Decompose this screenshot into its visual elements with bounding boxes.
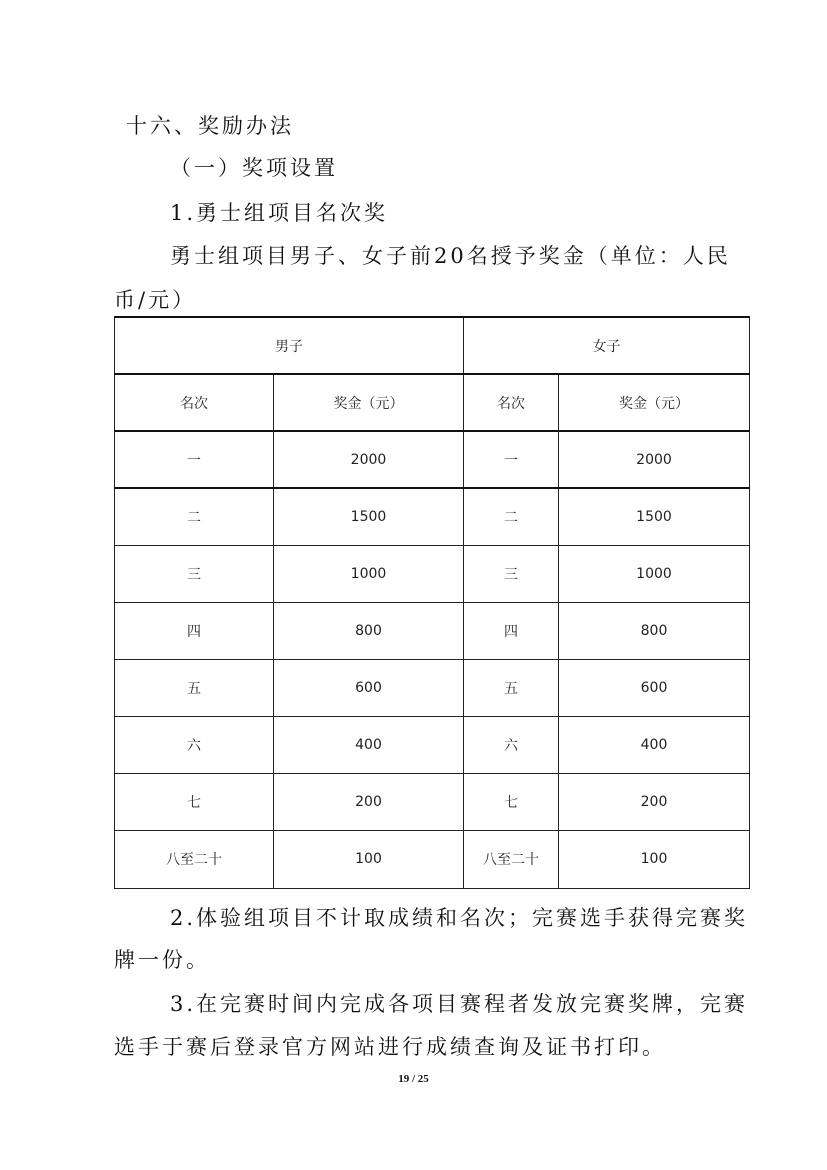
prize-cell: 400 <box>274 716 464 773</box>
item2-line-1: 2.体验组项目不计取成绩和名次；完赛选手获得完赛奖 <box>170 906 749 930</box>
item3-line-2: 选手于赛后登录官方网站进行成绩查询及证书打印。 <box>114 1035 666 1059</box>
rank-cell: 三 <box>115 545 274 602</box>
intro-line-1: 勇士组项目男子、女子前20名授予奖金（单位：人民 <box>170 244 731 268</box>
rank-cell: 一 <box>464 431 559 488</box>
rank-cell: 六 <box>464 716 559 773</box>
table-row <box>115 830 750 888</box>
table-row <box>115 602 750 659</box>
prize-cell: 200 <box>274 773 464 830</box>
item1-title: 1.勇士组项目名次奖 <box>170 201 389 225</box>
prize-cell: 800 <box>274 602 464 659</box>
prize-cell: 100 <box>559 830 750 888</box>
prize-cell: 2000 <box>559 431 750 488</box>
rank-cell: 三 <box>464 545 559 602</box>
rank-cell: 五 <box>115 659 274 716</box>
prize-cell: 1000 <box>559 545 750 602</box>
group-header-row <box>115 317 750 374</box>
group-header-women: 女子 <box>464 317 750 374</box>
table-row <box>115 545 750 602</box>
prize-cell: 600 <box>559 659 750 716</box>
col-header-rank-women: 名次 <box>464 374 559 431</box>
rank-cell: 一 <box>115 431 274 488</box>
prize-cell: 1500 <box>274 488 464 545</box>
rank-cell: 五 <box>464 659 559 716</box>
prize-cell: 600 <box>274 659 464 716</box>
prize-cell: 2000 <box>274 431 464 488</box>
prize-cell: 200 <box>559 773 750 830</box>
section-title: 十六、奖励办法 <box>126 114 294 138</box>
rank-cell: 八至二十 <box>115 830 274 888</box>
rank-cell: 六 <box>115 716 274 773</box>
table-row <box>115 659 750 716</box>
table-row <box>115 716 750 773</box>
subsection-title: （一）奖项设置 <box>170 156 338 180</box>
column-header-row <box>115 374 750 431</box>
item2-line-2: 牌一份。 <box>114 948 210 972</box>
col-header-prize-men: 奖金（元） <box>274 374 464 431</box>
group-header-men: 男子 <box>115 317 464 374</box>
intro-line-2: 币/元） <box>114 288 197 312</box>
prize-cell: 1000 <box>274 545 464 602</box>
table-row <box>115 431 750 488</box>
col-header-prize-women: 奖金（元） <box>559 374 750 431</box>
rank-cell: 七 <box>115 773 274 830</box>
rank-cell: 四 <box>464 602 559 659</box>
rank-cell: 七 <box>464 773 559 830</box>
item3-line-1: 3.在完赛时间内完成各项目赛程者发放完赛奖牌，完赛 <box>170 992 749 1016</box>
col-header-rank-men: 名次 <box>115 374 274 431</box>
page-number: 19 / 25 <box>398 1073 429 1085</box>
prize-cell: 800 <box>559 602 750 659</box>
prize-cell: 1500 <box>559 488 750 545</box>
prize-cell: 100 <box>274 830 464 888</box>
prize-table <box>114 316 750 889</box>
rank-cell: 二 <box>115 488 274 545</box>
rank-cell: 八至二十 <box>464 830 559 888</box>
rank-cell: 二 <box>464 488 559 545</box>
rank-cell: 四 <box>115 602 274 659</box>
table-row <box>115 488 750 545</box>
prize-cell: 400 <box>559 716 750 773</box>
table-row <box>115 773 750 830</box>
